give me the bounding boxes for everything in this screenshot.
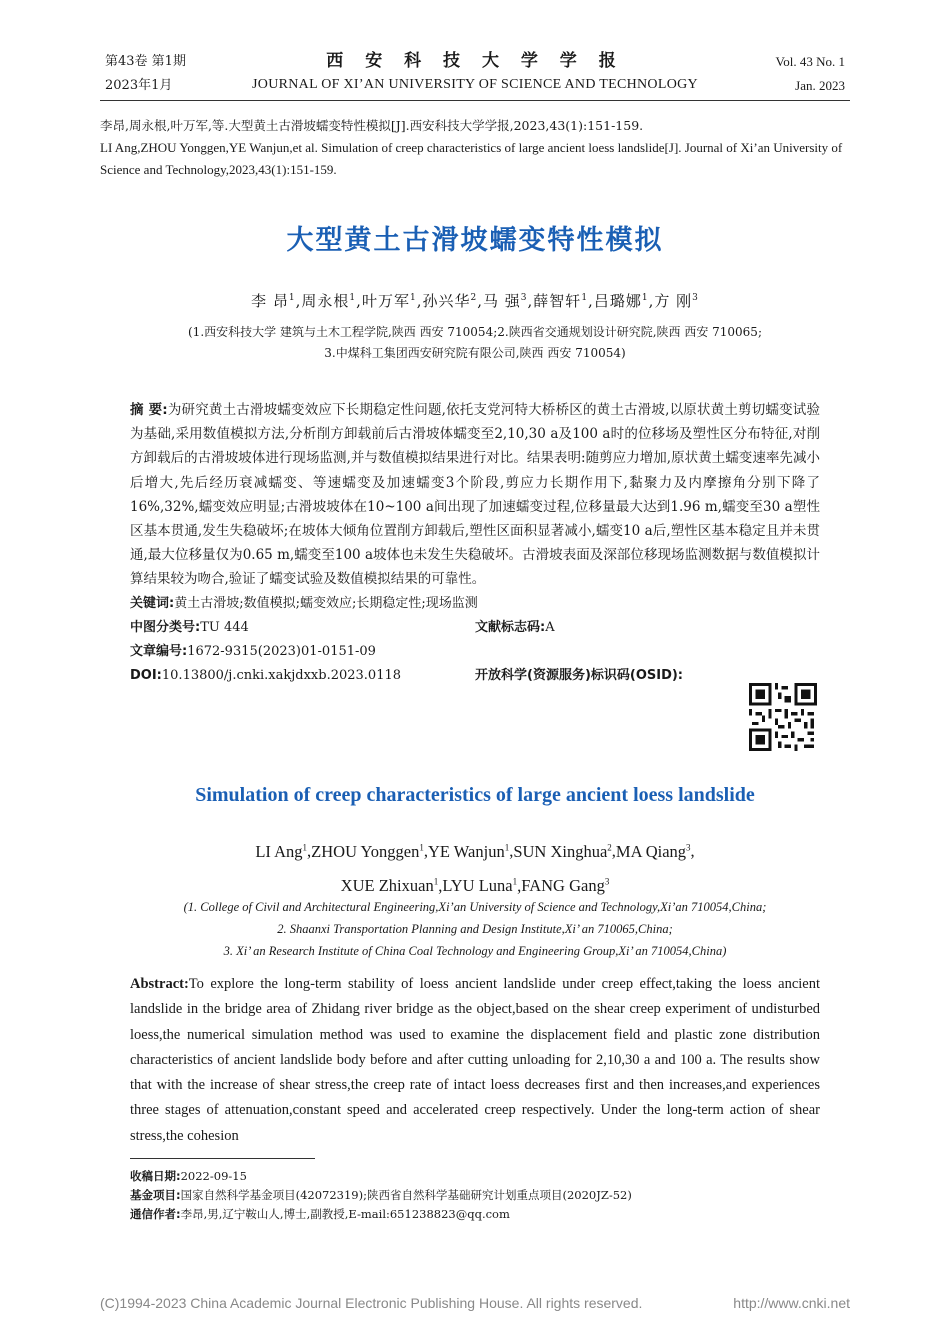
corresponding-author: 通信作者:李昂,男,辽宁鞍山人,博士,副教授,E-mail:651238823@qq.com (130, 1207, 510, 1221)
author-en: XUE Zhixuan$^1$ (340, 876, 439, 895)
footnote-divider (130, 1158, 315, 1159)
affiliation-line: 3. Xi’ an Research Institute of China Coal Technology and Engineering Group,Xi’ an 710054,China) (223, 944, 727, 958)
author-line-en: LI Ang$^1$,ZHOU Yonggen$^1$,YE Wanjun$^1$,SUN Xinghua$^2$,MA Qiang$^3$, (255, 841, 695, 861)
document-code: A (545, 619, 555, 635)
author-en: MA Qiang$^3$ (615, 841, 691, 861)
author-en: FANG Gang$^3$ (521, 876, 610, 895)
fund-info: 基金项目:国家自然科学基金项目(42072319);陕西省自然科学基础研究计划重点项目(2020JZ-52) (130, 1188, 632, 1202)
copyright-line (100, 1295, 850, 1311)
author-en: SUN Xinghua$^2$ (513, 841, 612, 861)
author-cn: 周永根$^1$ (301, 292, 357, 310)
abstract-cn-label: 摘 要: (130, 402, 168, 418)
affiliation-line: 2. Shaanxi Transportation Planning and Design Institute,Xi’ an 710065,China; (277, 922, 673, 936)
author-en: ZHOU Yonggen$^1$ (311, 841, 424, 861)
date-cn: 2023年1月 (105, 78, 173, 93)
abstract-cn (130, 398, 820, 592)
paper-title-en: Simulation of creep characteristics of large ancient loess landslide (195, 784, 755, 806)
author-cn: 叶万军$^1$ (361, 292, 417, 310)
abstract-en-text: To explore the long-term stability of loess ancient landslide under creep effect,taking the loess ancient landslide in the bridge area of Zhidang river bridge as the object,based on the shear creep experiment of undisturbed loess,the numerical simulation method was used to examine the displacement field and plastic zone distribution characteristics of ancient landslide body before and after cutting unloading for 2,10,30 a and 100 a. The results show that with the increase of shear stress,the creep rate of intact loess decreases first and then increases,and experiences three stages of attenuation,constant speed and accelerated creep respectively. Under the long-term action of shear stress,the cohesion (130, 976, 820, 1144)
cnki-link[interactable]: http://www.cnki.net (733, 1295, 850, 1311)
doi-row: DOI:10.13800/j.cnki.xakjdxxb.2023.0118 开放科学(资源服务)标识码(OSID): (130, 668, 684, 684)
paper-title-cn: 大型黄土古滑坡蠕变特性模拟 (286, 225, 664, 256)
citation-cn: 李昂,周永根,叶万军,等.大型黄土古滑坡蠕变特性模拟[J].西安科技大学学报,2023,43(1):151-159. (100, 118, 644, 133)
header-volume-en (776, 50, 845, 98)
author-cn: 方 刚$^3$ (654, 292, 699, 310)
article-number: 1672-9315(2023)01-0151-09 (187, 644, 376, 660)
doi: 10.13800/j.cnki.xakjdxxb.2023.0118 (161, 668, 402, 684)
qr-code-icon (749, 683, 817, 751)
affiliation-line: (1. College of Civil and Architectural Engineering,Xi’an University of Science and Technology,Xi’an 710054,China; (183, 900, 767, 914)
abstract-cn-text: 为研究黄土古滑坡蠕变效应下长期稳定性问题,依托支党河特大桥桥区的黄土古滑坡,以原状黄土剪切蠕变试验为基础,采用数值模拟方法,分析削方卸载前后古滑坡体蠕变至2,10,30 a及100 a时的位移场及塑性区分布特征,对削方卸载后的古滑坡坡体进行现场监测,并与数值模拟结果进行对比。结果表明:随剪应力增加,原状黄土蠕变速率先减小后增大,先后经历衰减蠕变、等速蠕变及加速蠕变3个阶段,剪应力长期作用下,黏聚力及内摩擦角分别下降了16%,32%,蠕变效应明显;古滑坡坡体在10~100 a间出现了加速蠕变过程,位移量最大达到1.96 m,蠕变至30 a塑性区基本贯通,发生失稳破坏;在坡体大倾角位置削方卸载后,塑性区面积显著减小,蠕变10 a后,塑性区基本稳定且并未贯通,最大位移量仅为0.65 m,蠕变至100 a坡体也未发生失稳破坏。古滑坡表面及深部位移现场监测数据与数值模拟计算结果较为吻合,验证了蠕变试验及数值模拟结果的可靠性。 (130, 402, 820, 588)
date-en: Jan. 2023 (795, 78, 845, 93)
affiliations-cn (0, 322, 950, 364)
article-number-row: 文章编号:1672-9315(2023)01-0151-09 (130, 644, 376, 660)
journal-name-en: JOURNAL OF XI’AN UNIVERSITY OF SCIENCE AND TECHNOLOGY (252, 77, 698, 92)
author-list-en (0, 832, 950, 901)
author-cn: 孙兴华$^2$ (422, 292, 478, 310)
abstract-en-label: Abstract: (130, 976, 189, 992)
osid-label: 开放科学(资源服务)标识码(OSID): (475, 668, 684, 684)
volume-issue-cn: 第43卷 第1期 (105, 54, 186, 69)
citation-en: LI Ang,ZHOU Yonggen,YE Wanjun,et al. Simulation of creep characteristics of large ancient loess landslide[J]. Journal of Xi’an University of Science and Technology,2023,43(1):151-159. (100, 140, 843, 177)
abstract-en (130, 972, 820, 1149)
copyright-text: (C)1994-2023 China Academic Journal Electronic Publishing House. All rights reserved. (100, 1295, 643, 1311)
volume-issue-en: Vol. 43 No. 1 (775, 54, 845, 69)
abstract-cn-block (130, 398, 820, 688)
author-en: LI Ang$^1$ (255, 841, 308, 861)
author-cn: 马 强$^3$ (483, 292, 528, 310)
author-en: YE Wanjun$^1$ (427, 841, 510, 861)
received-date: 收稿日期:2022-09-15 (130, 1169, 247, 1183)
keywords-row: 关键词:黄土古滑坡;数值模拟;蠕变效应;长期稳定性;现场监测 (130, 595, 478, 611)
header-divider (100, 100, 850, 101)
classification-row: 中图分类号:TU 444 文献标志码:A (130, 619, 555, 635)
author-en: LYU Luna$^1$ (442, 876, 518, 895)
citation-block (100, 115, 860, 181)
affiliation-line: (1.西安科技大学 建筑与土木工程学院,陕西 西安 710054;2.陕西省交通规划设计研究院,陕西 西安 710065; (188, 325, 762, 339)
clc-number: TU 444 (200, 619, 249, 635)
affiliations-en (0, 896, 950, 962)
author-cn: 李 昂$^1$ (251, 292, 296, 310)
keywords: 黄土古滑坡;数值模拟;蠕变效应;长期稳定性;现场监测 (174, 595, 478, 611)
author-line-en: XUE Zhixuan$^1$,LYU Luna$^1$,FANG Gang$^3$ (340, 876, 610, 895)
footnotes (130, 1167, 632, 1224)
author-list-cn: 李 昂$^1$,周永根$^1$,叶万军$^1$,孙兴华$^2$,马 强$^3$,薛智轩$^1$,吕璐娜$^1$,方 刚$^3$ (251, 292, 699, 310)
author-cn: 薛智轩$^1$ (533, 292, 589, 310)
journal-name-cn: 西 安 科 技 大 学 学 报 (326, 51, 624, 71)
affiliation-line: 3.中煤科工集团西安研究院有限公司,陕西 西安 710054) (324, 346, 626, 360)
author-cn: 吕璐娜$^1$ (593, 292, 649, 310)
